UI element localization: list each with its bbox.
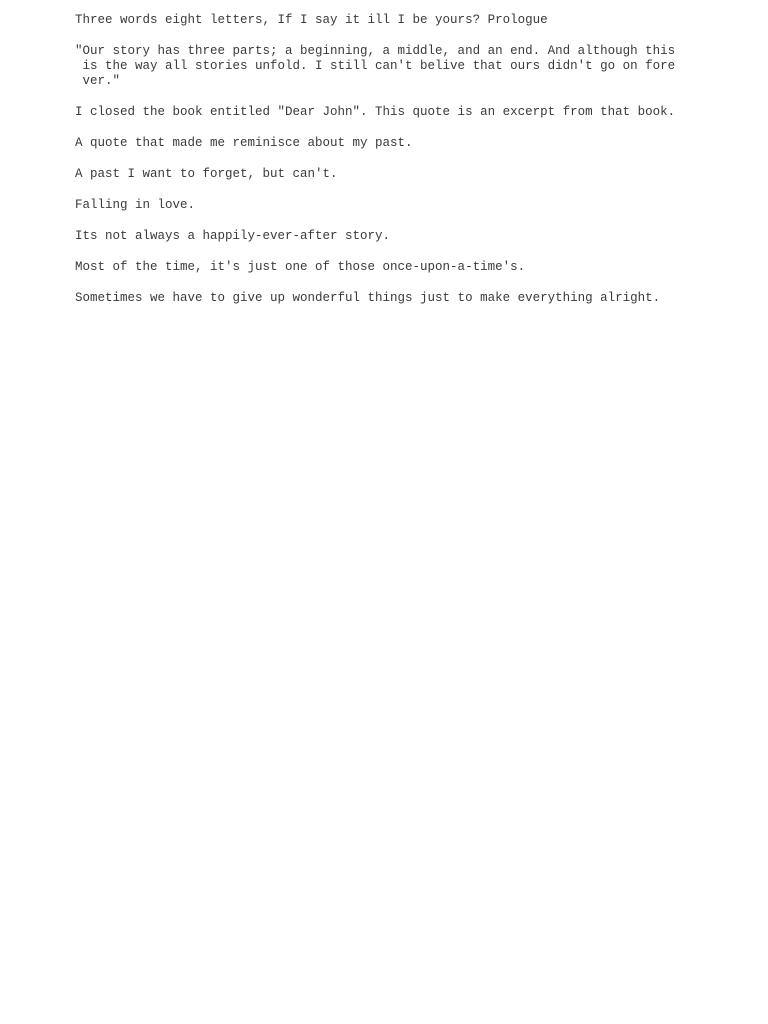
- paragraph: Sometimes we have to give up wonderful things just to make everything alright.: [75, 291, 661, 305]
- document-title: Three words eight letters, If I say it ill I be yours? Prologue: [75, 13, 548, 27]
- paragraph: Most of the time, it's just one of those once-upon-a-time's.: [75, 260, 526, 274]
- paragraph-quote: "Our story has three parts; a beginning, a middle, and an end. And although this is the way all stories unfold. I still can't belive that ours didn't go on fore ver.": [75, 44, 676, 88]
- paragraph: A quote that made me reminisce about my past.: [75, 136, 413, 150]
- paragraph: Its not always a happily-ever-after story.: [75, 229, 391, 243]
- paragraph: Falling in love.: [75, 198, 196, 212]
- paragraph: A past I want to forget, but can't.: [75, 167, 338, 181]
- document-page: [75, 13, 685, 322]
- paragraph: I closed the book entitled "Dear John". This quote is an excerpt from that book.: [75, 105, 676, 119]
